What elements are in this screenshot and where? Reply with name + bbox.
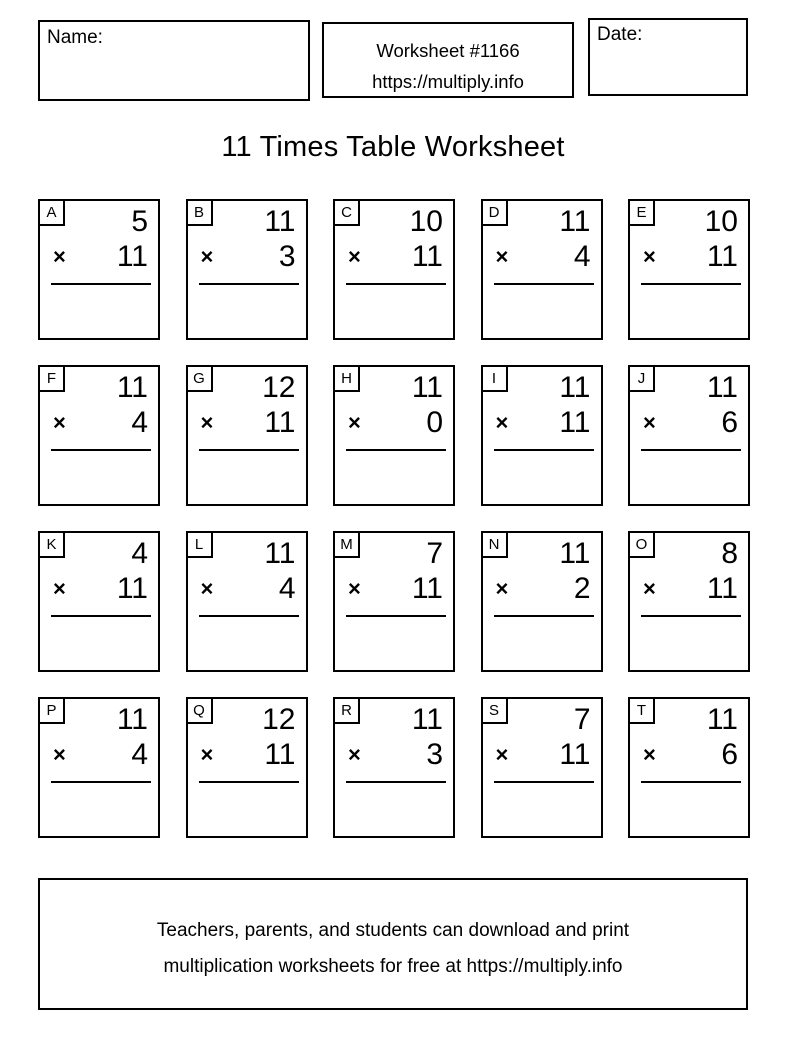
problem-letter-badge <box>188 367 213 392</box>
second-operand-row <box>188 239 306 274</box>
problem-letter: T <box>636 702 647 719</box>
problem-letter-badge <box>40 367 65 392</box>
problem-letter-badge <box>630 367 655 392</box>
problem-letter: F <box>46 370 57 387</box>
second-operand-row <box>188 405 306 440</box>
problem-box <box>481 697 603 838</box>
problem-letter: G <box>193 370 205 387</box>
problem-letter-badge <box>483 201 508 226</box>
bottom-operand: 11 <box>559 738 591 771</box>
problem-letter-badge <box>335 533 360 558</box>
bottom-operand: 11 <box>559 406 591 439</box>
worksheet-url: https://multiply.info <box>372 71 524 92</box>
second-operand-row <box>335 405 453 440</box>
problem-letter-badge <box>630 201 655 226</box>
problem-letter: M <box>340 536 353 553</box>
problem-box <box>186 697 308 838</box>
multiply-sign: × <box>200 742 214 767</box>
top-operand: 7 <box>573 703 591 736</box>
answer-space <box>188 451 306 499</box>
top-operand: 10 <box>704 205 738 238</box>
second-operand-row <box>630 405 748 440</box>
problem-letter-badge <box>483 367 508 392</box>
top-operand: 11 <box>411 371 443 404</box>
top-operand: 12 <box>262 371 296 404</box>
problem-box <box>38 531 160 672</box>
multiply-sign: × <box>348 576 361 601</box>
bottom-operand: 4 <box>278 572 296 605</box>
problem-letter-badge <box>40 201 65 226</box>
bottom-operand: 0 <box>426 406 443 439</box>
problem-letter-badge <box>630 699 655 724</box>
multiply-sign: × <box>643 576 656 601</box>
problem-letter-badge <box>188 201 213 226</box>
problem-box <box>628 531 750 672</box>
footer-line-1: Teachers, parents, and students can download and print <box>156 920 630 941</box>
top-operand: 11 <box>559 205 591 238</box>
answer-space <box>483 783 601 831</box>
date-field-box <box>588 18 748 96</box>
problem-letter-badge <box>188 699 213 724</box>
second-operand-row <box>483 405 601 440</box>
top-operand: 11 <box>264 205 296 238</box>
worksheet-number: Worksheet #1166 <box>376 40 520 61</box>
multiply-sign: × <box>495 410 509 435</box>
name-label: Name: <box>47 27 103 48</box>
second-operand-row <box>335 571 453 606</box>
problem-letter-badge <box>40 533 65 558</box>
top-operand: 10 <box>409 205 443 238</box>
footer-note-box <box>38 878 748 1010</box>
top-operand: 7 <box>426 537 443 570</box>
multiply-sign: × <box>643 410 656 435</box>
bottom-operand: 4 <box>573 240 591 273</box>
problem-box <box>333 697 455 838</box>
problem-letter: L <box>194 536 204 553</box>
problem-box <box>628 697 750 838</box>
multiply-sign: × <box>643 742 656 767</box>
problem-box <box>38 199 160 340</box>
bottom-operand: 6 <box>721 738 738 771</box>
second-operand-row <box>630 239 748 274</box>
answer-space <box>483 285 601 333</box>
bottom-operand: 11 <box>264 738 296 771</box>
multiply-sign: × <box>495 742 509 767</box>
second-operand-row <box>630 571 748 606</box>
multiply-sign: × <box>53 244 66 269</box>
problem-letter-badge <box>483 699 508 724</box>
problem-letter: K <box>46 536 57 553</box>
problem-letter-badge <box>40 699 65 724</box>
multiply-sign: × <box>53 576 66 601</box>
problem-box <box>333 365 455 506</box>
answer-space <box>630 783 748 831</box>
second-operand-row <box>188 571 306 606</box>
problem-letter: Q <box>193 702 205 719</box>
problem-letter-badge <box>335 699 360 724</box>
answer-space <box>40 451 158 499</box>
problem-letter-badge <box>335 367 360 392</box>
top-operand: 5 <box>131 205 148 238</box>
second-operand-row <box>483 737 601 772</box>
multiply-sign: × <box>495 576 509 601</box>
problem-letter: P <box>46 702 57 719</box>
second-operand-row <box>40 571 158 606</box>
bottom-operand: 11 <box>706 572 738 605</box>
footer-line-2: multiplication worksheets for free at https://multiply.info <box>163 956 623 977</box>
answer-space <box>188 783 306 831</box>
multiply-sign: × <box>53 410 66 435</box>
problem-box <box>38 365 160 506</box>
second-operand-row <box>40 405 158 440</box>
bottom-operand: 6 <box>721 406 738 439</box>
problem-letter: D <box>488 204 500 221</box>
multiply-sign: × <box>495 244 509 269</box>
second-operand-row <box>40 737 158 772</box>
bottom-operand: 4 <box>131 406 148 439</box>
bottom-operand: 11 <box>411 240 443 273</box>
problem-box <box>481 365 603 506</box>
top-operand: 11 <box>116 703 148 736</box>
answer-space <box>40 617 158 665</box>
bottom-operand: 11 <box>116 240 148 273</box>
answer-space <box>630 617 748 665</box>
top-operand: 11 <box>264 537 296 570</box>
problem-box <box>186 199 308 340</box>
multiply-sign: × <box>348 742 361 767</box>
multiply-sign: × <box>53 742 66 767</box>
problem-letter: S <box>488 702 499 719</box>
bottom-operand: 11 <box>116 572 148 605</box>
problem-letter-badge <box>630 533 655 558</box>
answer-space <box>40 783 158 831</box>
problem-box <box>333 199 455 340</box>
page-title: 11 Times Table Worksheet <box>221 131 565 163</box>
problem-letter: R <box>341 702 352 719</box>
top-operand: 11 <box>411 703 443 736</box>
problem-letter: O <box>635 536 648 553</box>
answer-space <box>188 285 306 333</box>
problem-box <box>481 199 603 340</box>
problem-letter-badge <box>188 533 213 558</box>
top-operand: 11 <box>116 371 148 404</box>
problem-box <box>628 199 750 340</box>
second-operand-row <box>335 239 453 274</box>
problem-letter-badge <box>335 201 360 226</box>
second-operand-row <box>483 571 601 606</box>
answer-space <box>630 451 748 499</box>
top-operand: 11 <box>706 371 738 404</box>
multiply-sign: × <box>200 410 214 435</box>
date-label: Date: <box>597 24 643 45</box>
answer-space <box>483 617 601 665</box>
name-field-box <box>38 20 310 101</box>
worksheet-info-box <box>322 22 574 98</box>
answer-space <box>483 451 601 499</box>
problem-letter: B <box>193 204 204 221</box>
problem-box <box>333 531 455 672</box>
top-operand: 11 <box>559 371 591 404</box>
answer-space <box>188 617 306 665</box>
bottom-operand: 11 <box>706 240 738 273</box>
answer-space <box>335 451 453 499</box>
top-operand: 11 <box>706 703 738 736</box>
answer-space <box>335 617 453 665</box>
problem-letter: A <box>46 204 57 221</box>
multiply-sign: × <box>200 576 214 601</box>
problem-letter: E <box>636 204 647 221</box>
problem-box <box>628 365 750 506</box>
second-operand-row <box>40 239 158 274</box>
bottom-operand: 3 <box>426 738 443 771</box>
bottom-operand: 2 <box>573 572 591 605</box>
second-operand-row <box>335 737 453 772</box>
problem-letter: I <box>491 370 497 387</box>
multiply-sign: × <box>643 244 656 269</box>
answer-space <box>335 285 453 333</box>
problem-letter: C <box>341 204 352 221</box>
top-operand: 11 <box>559 537 591 570</box>
multiply-sign: × <box>348 410 361 435</box>
problem-letter: N <box>488 536 500 553</box>
problem-box <box>186 365 308 506</box>
problem-box <box>481 531 603 672</box>
answer-space <box>630 285 748 333</box>
top-operand: 8 <box>721 537 738 570</box>
problem-letter-badge <box>483 533 508 558</box>
bottom-operand: 11 <box>411 572 443 605</box>
second-operand-row <box>188 737 306 772</box>
bottom-operand: 11 <box>264 406 296 439</box>
multiply-sign: × <box>348 244 361 269</box>
top-operand: 4 <box>131 537 148 570</box>
problems-grid <box>38 199 750 838</box>
multiply-sign: × <box>200 244 214 269</box>
bottom-operand: 4 <box>131 738 148 771</box>
problem-letter: H <box>341 370 352 387</box>
second-operand-row <box>483 239 601 274</box>
answer-space <box>40 285 158 333</box>
bottom-operand: 3 <box>278 240 296 273</box>
problem-letter: J <box>637 370 646 387</box>
second-operand-row <box>630 737 748 772</box>
problem-box <box>186 531 308 672</box>
problem-box <box>38 697 160 838</box>
answer-space <box>335 783 453 831</box>
top-operand: 12 <box>262 703 296 736</box>
